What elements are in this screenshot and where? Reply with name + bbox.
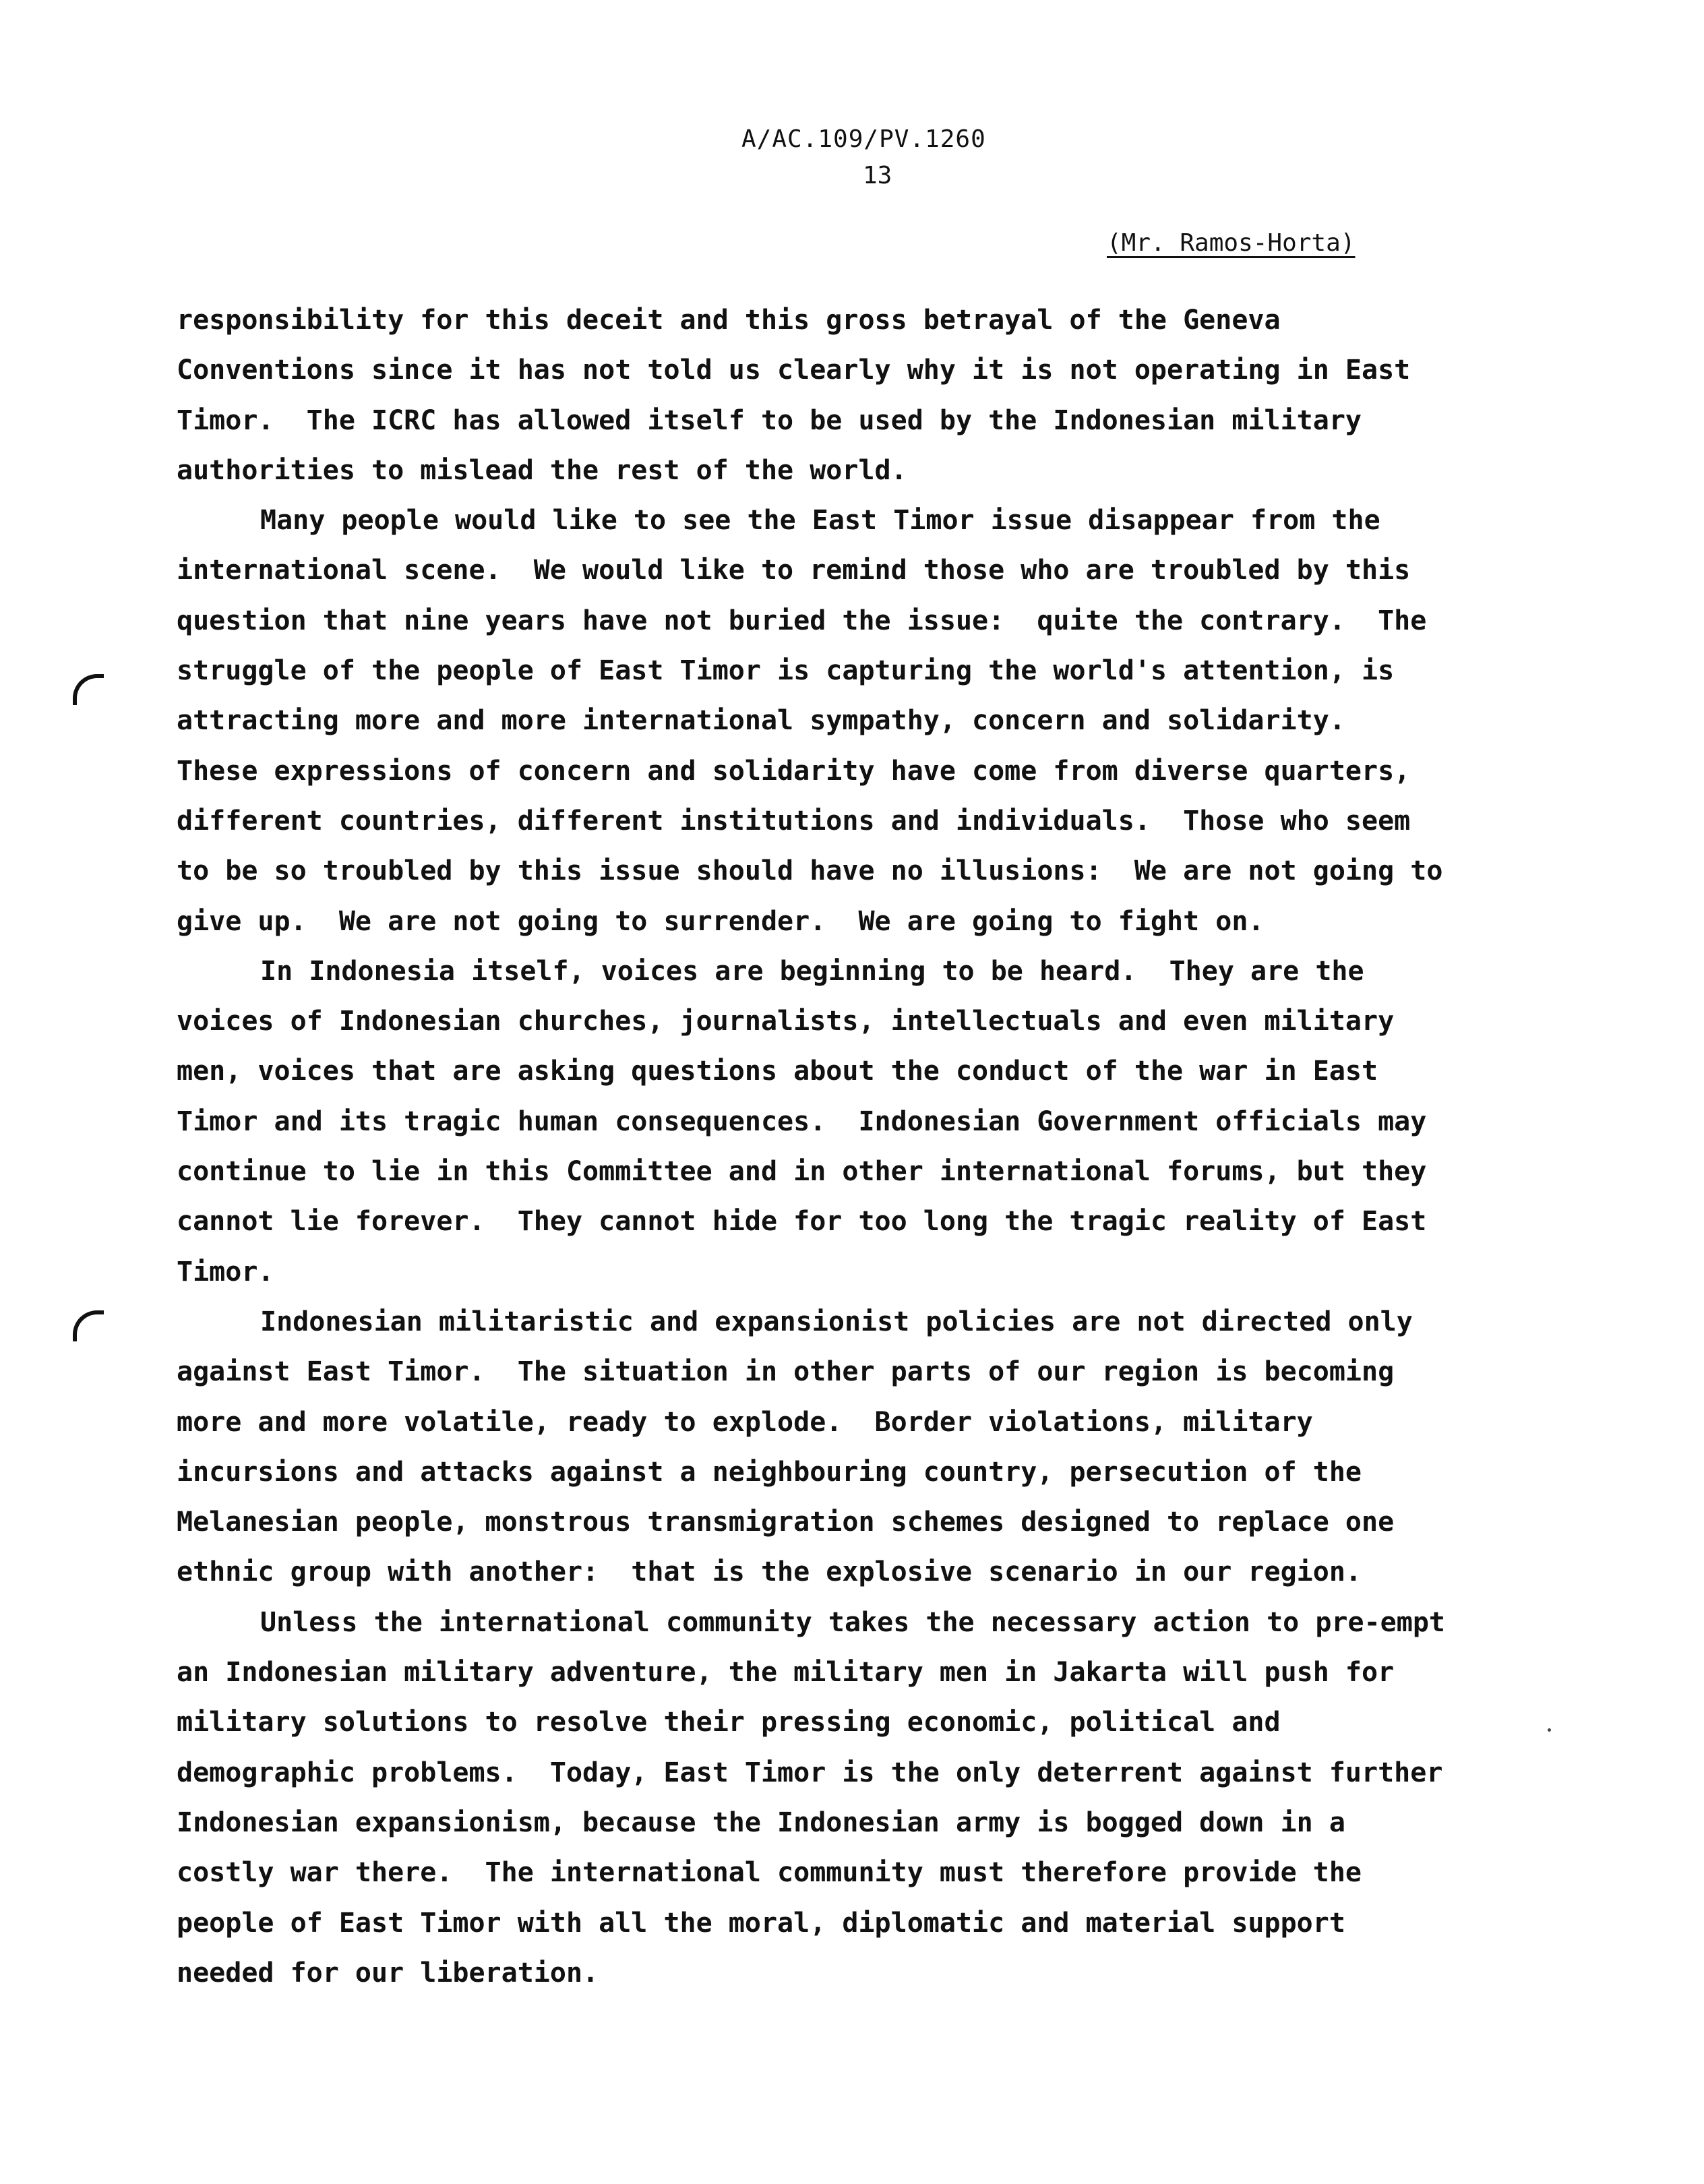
text-line: more and more volatile, ready to explode. Border violations, military [177, 1406, 1313, 1438]
text-line: costly war there. The international community must therefore provide the [177, 1857, 1362, 1889]
text-line: voices of Indonesian churches, journalists, intellectuals and even military [177, 1006, 1395, 1037]
text-line: Conventions since it has not told us clearly why it is not operating in East [177, 355, 1411, 386]
text-line: continue to lie in this Committee and in other international forums, but they [177, 1156, 1427, 1188]
text-line: international scene. We would like to remind those who are troubled by this [177, 555, 1411, 586]
text-line: Indonesian militaristic and expansionist policies are not directed only [260, 1306, 1413, 1337]
document-symbol: A/AC.109/PV.1260 [741, 125, 986, 153]
text-line: question that nine years have not buried the issue: quite the contrary. The [177, 605, 1427, 636]
text-line: incursions and attacks against a neighbouring country, persecution of the [177, 1456, 1362, 1488]
text-line: responsibility for this deceit and this gross betrayal of the Geneva [177, 305, 1281, 336]
text-line: Timor. [177, 1256, 274, 1287]
text-line: give up. We are not going to surrender. We are going to fight on. [177, 905, 1265, 937]
text-line: ethnic group with another: that is the explosive scenario in our region. [177, 1556, 1362, 1588]
text-line: In Indonesia itself, voices are beginning to be heard. They are the [260, 955, 1364, 987]
text-line: Timor. The ICRC has allowed itself to be used by the Indonesian military [177, 404, 1362, 436]
text-line: military solutions to resolve their pressing economic, political and [177, 1707, 1281, 1738]
text-line: demographic problems. Today, East Timor is the only deterrent against further [177, 1757, 1443, 1788]
text-line: an Indonesian military adventure, the military men in Jakarta will push for [177, 1657, 1395, 1689]
margin-hole-mark [73, 1310, 104, 1341]
speaker-label: (Mr. Ramos-Horta) [1107, 229, 1356, 257]
text-line: attracting more and more international sympathy, concern and solidarity. [177, 705, 1345, 737]
margin-hole-mark [73, 674, 104, 705]
text-line: struggle of the people of East Timor is capturing the world's attention, is [177, 655, 1395, 687]
text-line: Indonesian expansionism, because the Indonesian army is bogged down in a [177, 1807, 1345, 1838]
text-line: authorities to mislead the rest of the world. [177, 454, 907, 486]
text-line: These expressions of concern and solidarity have come from diverse quarters, [177, 755, 1411, 787]
text-line: cannot lie forever. They cannot hide for too long the tragic reality of East [177, 1206, 1427, 1238]
text-line: men, voices that are asking questions about the conduct of the war in East [177, 1056, 1378, 1087]
speech-body [177, 295, 1525, 1998]
text-line: Many people would like to see the East Timor issue disappear from the [260, 505, 1380, 537]
text-line: different countries, different institutions and individuals. Those who seem [177, 805, 1411, 837]
text-line: against East Timor. The situation in other parts of our region is becoming [177, 1356, 1395, 1388]
text-line: Melanesian people, monstrous transmigration schemes designed to replace one [177, 1507, 1395, 1538]
page-number: 13 [863, 162, 892, 189]
scan-speck [1548, 1728, 1551, 1732]
text-line: to be so troubled by this issue should have no illusions: We are not going to [177, 855, 1443, 887]
text-line: people of East Timor with all the moral, diplomatic and material support [177, 1907, 1345, 1939]
text-line: needed for our liberation. [177, 1957, 599, 1989]
text-line: Unless the international community takes the necessary action to pre-empt [260, 1606, 1445, 1638]
text-line: Timor and its tragic human consequences. Indonesian Government officials may [177, 1105, 1427, 1137]
